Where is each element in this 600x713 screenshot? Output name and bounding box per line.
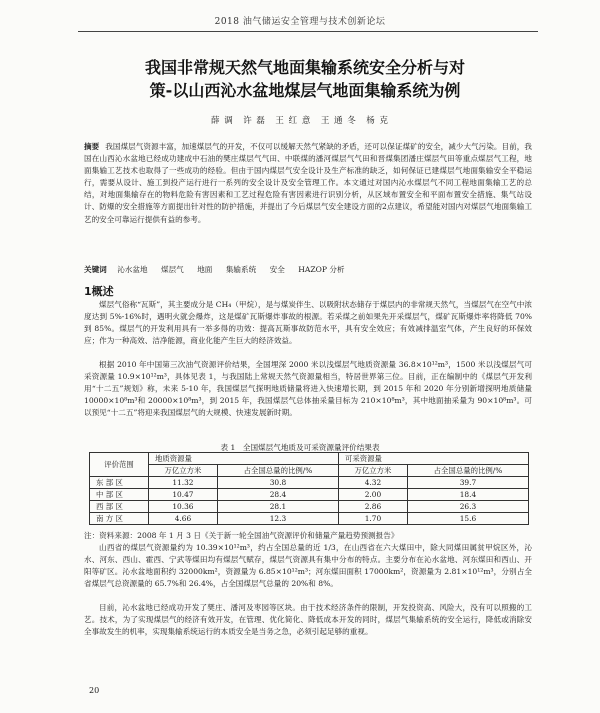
keyword: 地面 [197,265,213,274]
cell-geo-pct: 28.4 [217,489,338,501]
paper-title [70,56,540,102]
title-line-2: 策-以山西沁水盆地煤层气地面集输系统为例 [149,81,461,100]
cell-rec: 4.32 [338,477,407,489]
table-subheader-row [90,465,529,477]
cell-geo: 10.47 [148,489,217,501]
keyword: HAZOP 分析 [298,265,345,274]
table-row [90,501,529,513]
cell-region: 南 方 区 [90,513,149,525]
paragraph-text: 根据 2010 年中国第三次油气资源评价结果，全国埋深 2000 米以浅煤层气地质资源量 36.8×10¹²m³，1500 米以浅煤层气可采资源量 10.9×10¹²m³，具体见表 1，与我国陆上常规天然气资源量相当，特居世界第三位。目前，正在编制中的《煤层气开发利用“十二五”规划》称，未来 5-10 年，我国煤层气探明地质储量将进入快速增长期，到 2015 年和 2020 年分别新增探明地质储量 10000×10⁸m³和 20000×10⁸m³，到 2015 年，我国煤层气总体抽采量目标为 210×10⁸m³，其中地面抽采量为 90×10⁸m³。可以预见“十二五”将迎来我国煤层气的大规模、快速发展新时期。 [84,360,532,418]
cell-geo-pct: 28.1 [217,501,338,513]
table-note: 注：资料来源：2008 年 1 月 3 日《关于新一轮全国油气资源评价和储量产量趋势预测报告》 [84,531,399,540]
cell-rec-pct: 15.6 [407,513,528,525]
authors: 薛 调 许 磊 王 红 意 王 通 冬 杨 克 [211,116,389,126]
keyword: 煤层气 [161,265,184,274]
title-line-1: 我国非常规天然气地面集输系统安全分析与对 [144,58,465,77]
cell-geo-pct: 12.3 [217,513,338,525]
cell-region: 东 部 区 [90,477,149,489]
table-header-row [90,453,529,465]
cell-geo: 4.66 [148,513,217,525]
table-note-block [84,530,532,590]
body-paragraph [84,359,532,419]
table-row [90,513,529,525]
cell-rec: 2.86 [338,501,407,513]
header-recoverable: 可采资源量 [338,453,528,465]
keyword: 安全 [269,265,285,274]
cell-geo: 11.32 [148,477,217,489]
cell-geo-pct: 30.8 [217,477,338,489]
resource-table [89,452,529,525]
keywords [84,264,532,275]
abstract-label: 摘要 [84,142,100,151]
header-pct: 占全国总量的比例/% [407,465,528,477]
header-geo: 地质资源量 [148,453,338,465]
header-region: 评价范围 [90,453,149,477]
abstract-text: 我国煤层气资源丰富，加速煤层气的开发，不仅可以缓解天然气紧缺的矛盾，还可以保证煤矿的安全，减少大气污染。目前，我国在山西沁水盆地已经成功建成中石油的樊庄煤层气气田、中联煤的潘河煤层气气田和晋煤集团潘庄煤层气田等重点煤层气工程，地面集输工艺技术也取得了一些成功的经验。但由于国内煤层气安全设计及生产标准的缺乏，如何保证已建煤层气地面集输安全平稳运行，需要从设计、施工到投产运行进行一系列的安全设计及安全管理工作。本文通过对国内沁水煤层气不同工程地面集输工艺的总结，对地面集输存在的物料危险有害因素和工艺过程危险有害因素进行识别分析，从区域布置安全和平面布置安全措施、集气站设计、防爆的安全措施等方面提出针对性的防护措施，并提出了今后煤层气安全建设方面的2点建议，希望能对国内对煤层气地面集输工艺的安全可靠运行提供有益的参考。 [84,142,533,224]
header-unit: 万亿立方米 [338,465,407,477]
keywords-label: 关键词 [84,265,107,274]
paragraph-text: 煤层气俗称“瓦斯”，其主要成分是 CH₄（甲烷），是与煤炭伴生、以吸附状态储存于煤层内的非常规天然气，当煤层气在空气中浓度达到 5%-16%时，遇明火就会爆炸，这是煤矿瓦斯爆炸事故的根源。若采煤之前如果先开采煤层气，煤矿瓦斯爆炸率将降低 70%到 85%。煤层气的开发利用具有一举多得的功效：提高瓦斯事故防范水平，具有安全效应；有效减排温室气体，产生良好的环保效应；作为一种高效、洁净能源，商业化能产生巨大的经济效益。 [84,300,532,346]
header-rule [78,31,538,32]
header-unit: 万亿立方米 [148,465,217,477]
keyword: 集输系统 [225,265,257,274]
keyword: 沁水盆地 [117,265,148,274]
table-row [90,477,529,489]
page-number: 20 [89,686,100,695]
section-heading: 1概述 [84,285,114,298]
cell-rec-pct: 39.7 [407,477,528,489]
running-head: 2018 油气储运安全管理与技术创新论坛 [214,17,386,27]
cell-geo: 10.36 [148,501,217,513]
abstract [84,141,532,226]
body-paragraph [84,602,532,638]
cell-region: 中 部 区 [90,489,149,501]
paragraph-text: 目前，沁水盆地已经成功开发了樊庄、潘河及枣园等区块。由于技术经济条件的限制，开发投资高、风险大，没有可以照搬的工艺。技术，为了实现煤层气的经济有效开发，在管理、优化简化、降低成本开发的同时，煤层气集输系统的安全运行，降低或消除安全事故发生的机率，实现集输系统运行的本质安全是当务之急，必须引起足够的重视。 [84,603,532,637]
cell-rec-pct: 26.3 [407,501,528,513]
paragraph-text: 山西省的煤层气资源量约为 10.39×10¹²m³，约占全国总量的近 1/3，在山西省在六大煤田中，除大同煤田属贫甲烷区外，沁水、河东、西山、霍西、宁武等煤田均有煤层气赋存，煤层气资源具有集中分布的特点。主要分布在沁水盆地、河东煤田和西山、开阳等矿区。沁水盆地面积约 32000km²，资源量为 6.85×10¹²m³；河东煤田面积 17000km²，资源量为 2.81×10¹²m³，分别占全省煤层气总资源量的 65.7%和 26.4%，占全国煤层气总量的 20%和 8%。 [84,543,532,589]
table-caption: 表 1 全国煤层气地质及可采资源量评价结果表 [220,443,380,452]
cell-rec-pct: 18.4 [407,489,528,501]
cell-rec: 2.00 [338,489,407,501]
header-pct: 占全国总量的比例/% [217,465,338,477]
table-row [90,489,529,501]
body-paragraph [84,299,532,347]
cell-region: 西 部 区 [90,501,149,513]
cell-rec: 1.70 [338,513,407,525]
